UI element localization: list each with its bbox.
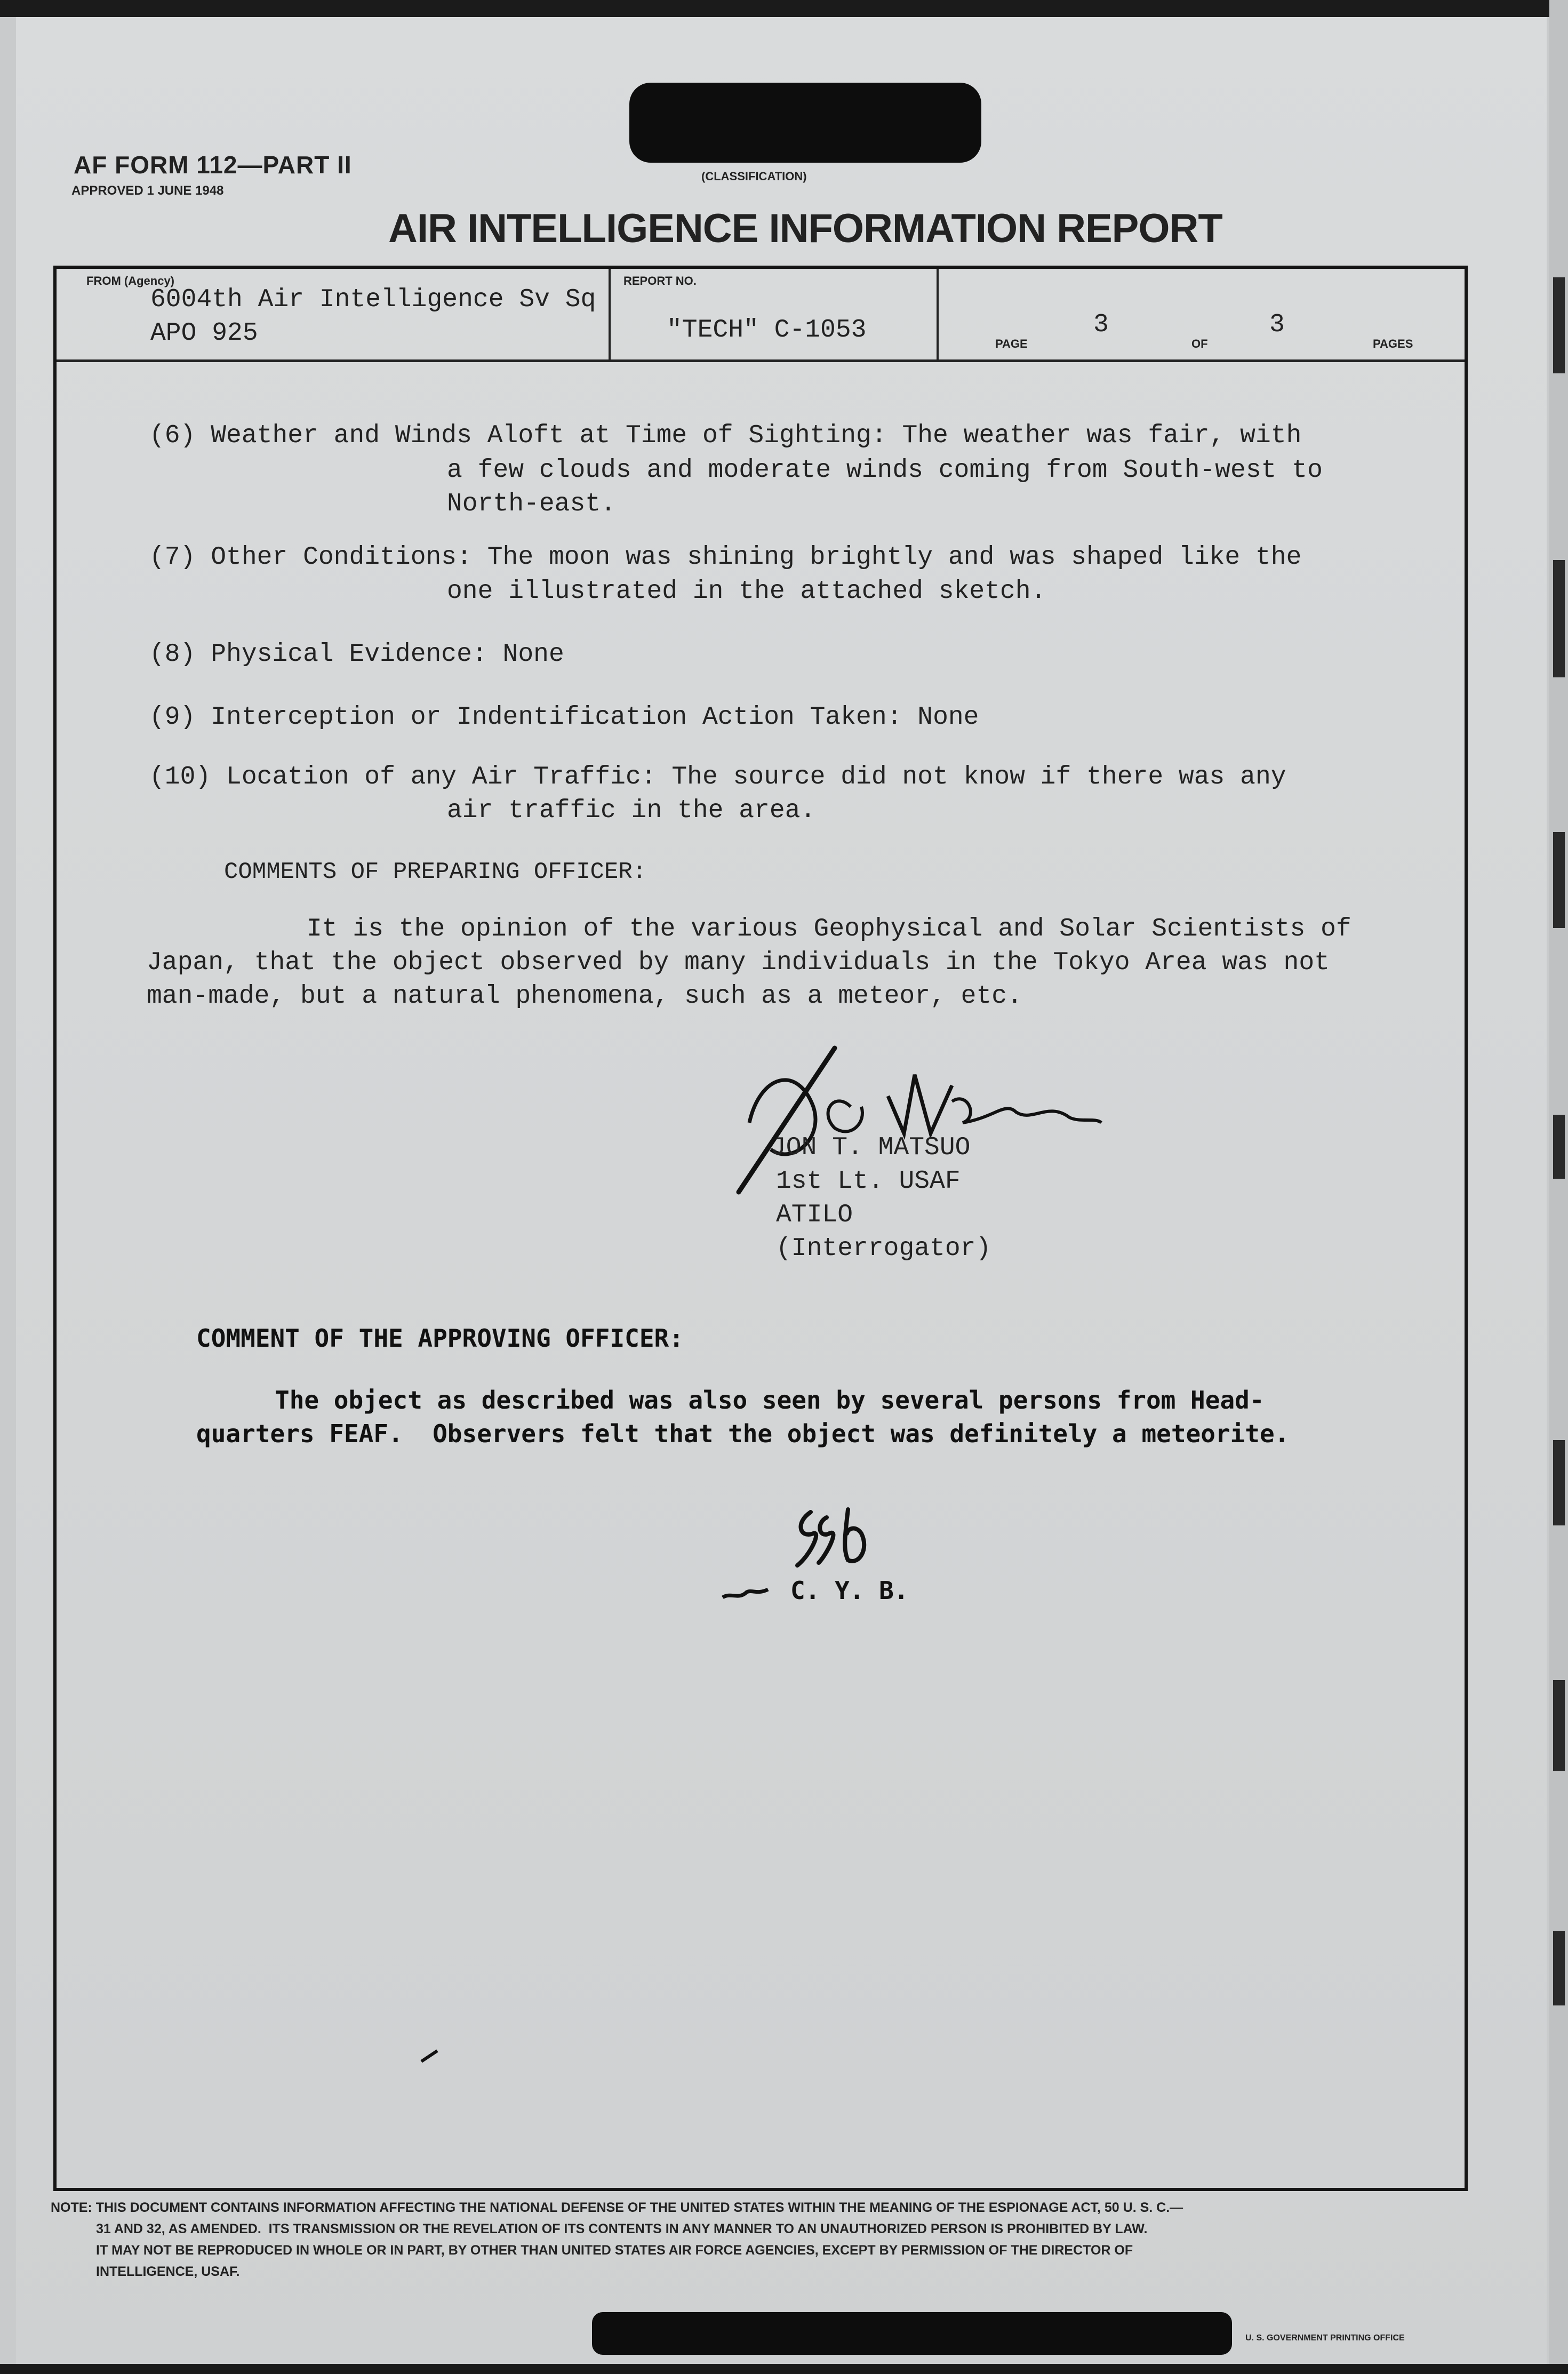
- approving-line: quarters FEAF. Observers felt that the object was definitely a meteorite.: [196, 1419, 1290, 1448]
- from-agency-line1: 6004th Air Intelligence Sv Sq: [150, 285, 596, 314]
- preparing-line: Japan, that the object observed by many individuals in the Tokyo Area was not: [147, 948, 1330, 977]
- of-label: OF: [1191, 337, 1208, 350]
- item-7: (7) Other Conditions: The moon was shining brightly and was shaped like the: [149, 543, 1302, 572]
- security-note-line: NOTE: THIS DOCUMENT CONTAINS INFORMATION AFFECTING THE NATIONAL DEFENSE OF THE UNITED STATES WITHIN THE MEANING OF THE ESPIONAGE ACT, 50 U. S. C.—: [51, 2200, 1183, 2215]
- redaction-bottom: [592, 2312, 1232, 2355]
- edge-mark: [1553, 832, 1565, 928]
- item-6-cont: a few clouds and moderate winds coming from South-west to: [447, 456, 1323, 485]
- form-id: AF FORM 112—PART II: [74, 151, 352, 179]
- for-mark: [720, 1576, 773, 1608]
- handwritten-initials: [789, 1501, 896, 1576]
- edge-mark: [1553, 560, 1565, 677]
- item-10: (10) Location of any Air Traffic: The source did not know if there was any: [149, 763, 1286, 792]
- approving-heading: COMMENT OF THE APPROVING OFFICER:: [196, 1324, 684, 1353]
- preparing-heading: COMMENTS OF PREPARING OFFICER:: [224, 859, 647, 885]
- report-number: "TECH" C-1053: [667, 316, 867, 345]
- divider: [609, 269, 611, 359]
- approving-line: The object as described was also seen by several persons from Head-: [275, 1386, 1265, 1414]
- item-9: (9) Interception or Indentification Action Taken: None: [149, 703, 979, 732]
- signer-name: JON T. MATSUO: [771, 1133, 971, 1162]
- edge-mark: [1553, 1115, 1565, 1179]
- preparing-line: man-made, but a natural phenomena, such as a meteor, etc.: [147, 982, 1022, 1011]
- form-approved-date: APPROVED 1 JUNE 1948: [71, 183, 224, 198]
- edge-mark: [1553, 1931, 1565, 2005]
- pages-label: PAGES: [1373, 337, 1413, 350]
- report-no-label: REPORT NO.: [623, 274, 697, 287]
- item-7-cont: one illustrated in the attached sketch.: [447, 577, 1046, 606]
- from-label: FROM (Agency): [86, 274, 174, 287]
- page-label: PAGE: [995, 337, 1028, 350]
- edge-mark: [1553, 1440, 1565, 1525]
- classification-label: (CLASSIFICATION): [701, 170, 807, 183]
- item-10-cont: air traffic in the area.: [447, 796, 816, 825]
- preparing-line: It is the opinion of the various Geophysical and Solar Scientists of: [307, 915, 1351, 944]
- printer-imprint: U. S. GOVERNMENT PRINTING OFFICE: [1245, 2333, 1405, 2343]
- signer-role: (Interrogator): [776, 1234, 991, 1263]
- approver-initials: C. Y. B.: [790, 1576, 909, 1605]
- redaction-classification: [629, 83, 981, 163]
- report-title: AIR INTELLIGENCE INFORMATION REPORT: [388, 206, 1222, 251]
- item-6: (6) Weather and Winds Aloft at Time of Sighting: The weather was fair, with: [149, 421, 1302, 450]
- security-note-line: INTELLIGENCE, USAF.: [96, 2264, 240, 2279]
- edge-mark: [1553, 277, 1565, 373]
- item-6-cont: North-east.: [447, 490, 616, 518]
- signer-rank: 1st Lt. USAF: [776, 1167, 961, 1196]
- divider: [937, 269, 939, 359]
- stray-mark: [419, 2048, 440, 2064]
- security-note-line: 31 AND 32, AS AMENDED. ITS TRANSMISSION OR THE REVELATION OF ITS CONTENTS IN ANY MANNER TO AN UNAUTHORIZED PERSON IS PROHIBITED BY LAW.: [96, 2221, 1148, 2236]
- scan-bottom-border: [0, 2364, 1568, 2374]
- page-total: 3: [1269, 310, 1285, 339]
- signer-unit: ATILO: [776, 1201, 853, 1229]
- from-agency-line2: APO 925: [150, 319, 258, 348]
- edge-mark: [1553, 1680, 1565, 1771]
- scan-top-border: [0, 0, 1568, 17]
- security-note-line: IT MAY NOT BE REPRODUCED IN WHOLE OR IN PART, BY OTHER THAN UNITED STATES AIR FORCE AGENCIES, EXCEPT BY PERMISSION OF THE DIRECTOR OF: [96, 2243, 1133, 2258]
- item-8: (8) Physical Evidence: None: [149, 640, 564, 669]
- page-number: 3: [1093, 310, 1109, 339]
